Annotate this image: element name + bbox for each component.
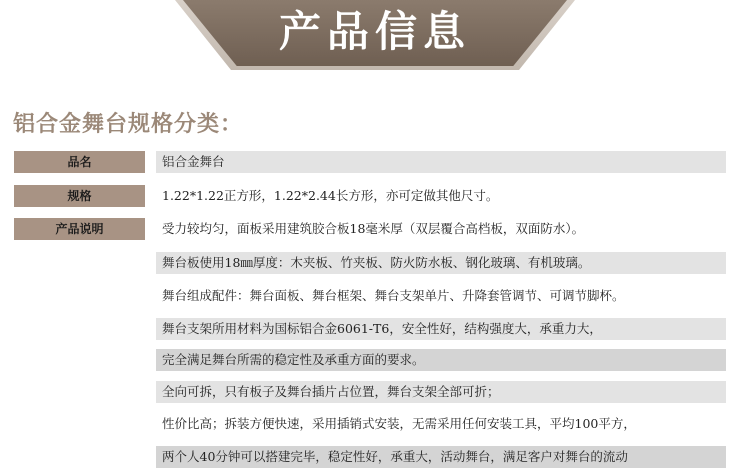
page-title: 产品信息 (278, 7, 471, 56)
section-title: 铝合金舞台规格分类： (13, 112, 244, 137)
label-specification: 规格 (14, 185, 145, 207)
description-line: 舞台组成配件：舞台面板、舞台框架、舞台支架单片、升降套管调节、可调节脚杯。 (162, 288, 625, 303)
description-line: 舞台支架所用材料为国标铝合金6061-T6，安全性好，结构强度大，承重力大， (156, 318, 726, 340)
description-line: 舞台板使用18㎜厚度：木夹板、竹夹板、防火防水板、钢化玻璃、有机玻璃。 (156, 252, 726, 274)
label-product-name: 品名 (14, 151, 145, 173)
description-line: 性价比高；拆装方便快速，采用插销式安装，无需采用任何安装工具，平均100平方， (162, 416, 636, 431)
description-line: 完全满足舞台所需的稳定性及承重方面的要求。 (156, 349, 726, 371)
value-specification: 1.22*1.22正方形，1.22*2.44长方形，亦可定做其他尺寸。 (162, 188, 499, 203)
label-product-description: 产品说明 (14, 218, 145, 240)
description-line: 全向可拆，只有板子及舞台插片占位置，舞台支架全部可折； (156, 381, 726, 403)
value-product-name: 铝合金舞台 (156, 151, 726, 173)
description-line: 两个人40分钟可以搭建完毕，稳定性好，承重大，活动舞台，满足客户对舞台的流动 (156, 446, 726, 468)
value-product-description: 受力较均匀，面板采用建筑胶合板18毫米厚（双层覆合高档板，双面防水）。 (162, 221, 585, 236)
